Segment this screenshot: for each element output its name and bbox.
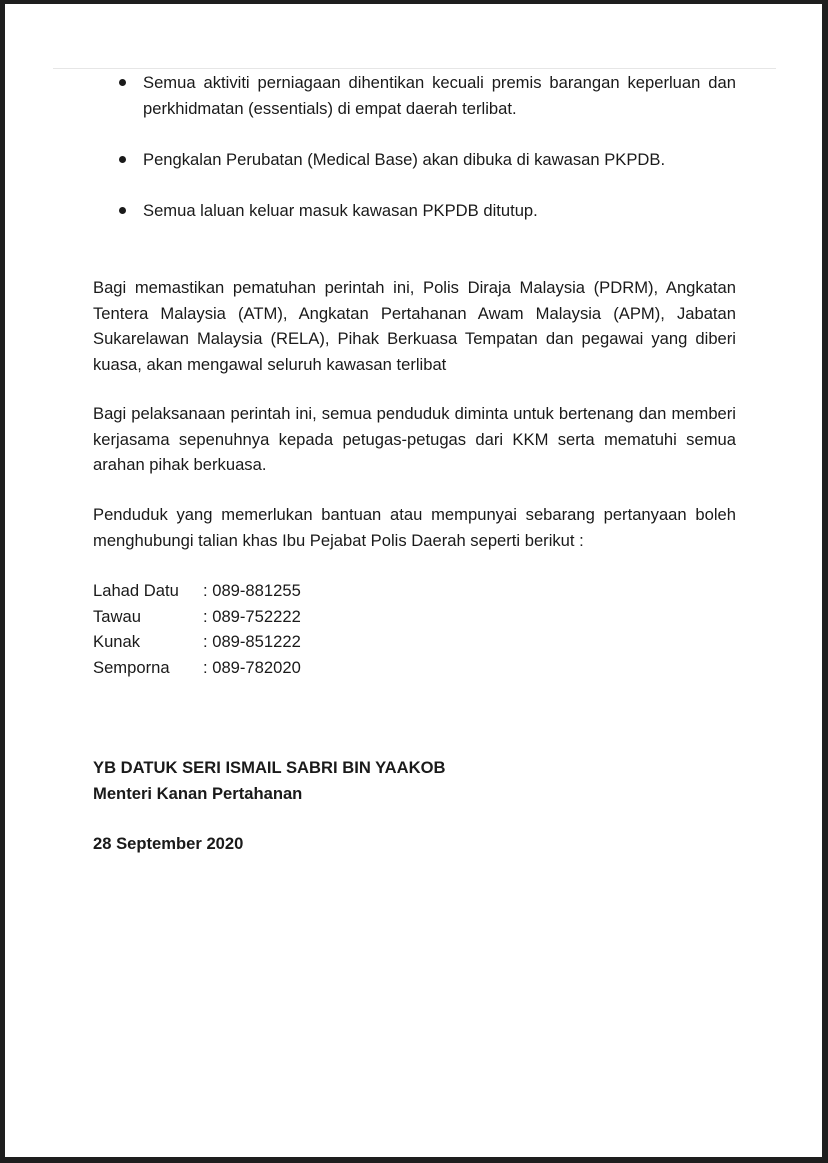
district-name: Kunak [93, 632, 141, 651]
bullet-icon [119, 79, 126, 86]
list-item [93, 147, 736, 173]
measures-list [93, 70, 736, 249]
list-item [93, 629, 301, 655]
phone-number: : 089-782020 [203, 657, 301, 677]
header-divider [53, 68, 776, 69]
phone-number: : 089-752222 [203, 606, 301, 626]
district-name: Lahad Datu [93, 581, 179, 600]
phone-number: : 089-851222 [203, 632, 301, 651]
hotline-list [93, 578, 301, 680]
phone-number: : 089-881255 [203, 581, 301, 600]
bullet-icon [119, 207, 126, 214]
list-item [93, 655, 301, 681]
list-item [93, 70, 736, 121]
document-date: 28 September 2020 [93, 834, 244, 853]
cooperation-paragraph: Bagi pelaksanaan perintah ini, semua penduduk diminta untuk bertenang dan memberi kerjasama sepenuhnya kepada petugas-petugas dari KKM serta mematuhi semua arahan pihak berkuasa. [93, 404, 736, 474]
hotline-intro-paragraph: Penduduk yang memerlukan bantuan atau mempunyai sebarang pertanyaan boleh menghubungi talian khas Ibu Pejabat Polis Daerah seperti berikut : [93, 505, 736, 550]
district-name: Semporna [93, 657, 170, 677]
signatory-title: Menteri Kanan Pertahanan [93, 784, 303, 803]
bullet-text: Semua laluan keluar masuk kawasan PKPDB ditutup. [143, 200, 538, 220]
list-item [93, 198, 736, 224]
document-page [5, 4, 822, 1157]
list-item [93, 578, 301, 604]
enforcement-paragraph: Bagi memastikan pematuhan perintah ini, Polis Diraja Malaysia (PDRM), Angkatan Tentera Malaysia (ATM), Angkatan Pertahanan Awam Malaysia (APM), Jabatan Sukarelawan Malaysia (RELA), Pihak Berkuasa Tempatan dan pegawai yang diberi kuasa, akan mengawal seluruh kawasan terlibat [93, 278, 736, 374]
list-item [93, 604, 301, 630]
district-name: Tawau [93, 606, 141, 626]
bullet-text: Semua aktiviti perniagaan dihentikan kecuali premis barangan keperluan dan perkhidmatan (essentials) di empat daerah terlibat. [143, 73, 736, 118]
bullet-icon [119, 156, 126, 163]
signatory-name: YB DATUK SERI ISMAIL SABRI BIN YAAKOB [93, 758, 446, 777]
bullet-text: Pengkalan Perubatan (Medical Base) akan dibuka di kawasan PKPDB. [143, 149, 666, 169]
